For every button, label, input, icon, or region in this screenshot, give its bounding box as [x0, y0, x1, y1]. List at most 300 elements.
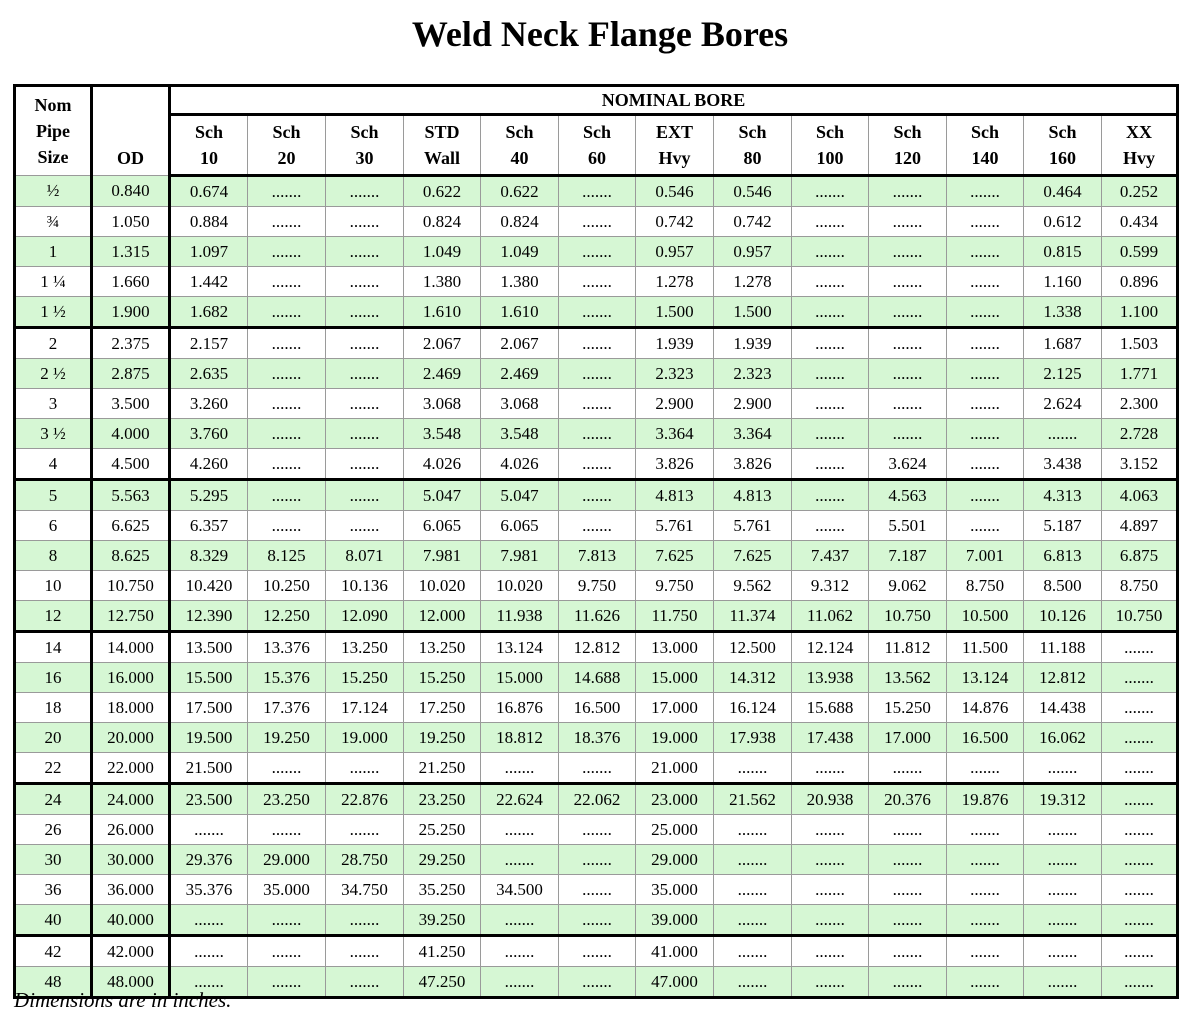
bore-cell: 11.500	[947, 632, 1024, 663]
table-row	[15, 845, 1178, 875]
bore-cell: 4.563	[869, 480, 947, 511]
bore-cell: 2.635	[170, 359, 248, 389]
bore-cell: .......	[947, 359, 1024, 389]
bore-cell: .......	[1024, 753, 1102, 784]
bore-cell: .......	[714, 936, 792, 967]
nom-pipe-size-cell: 12	[15, 601, 92, 632]
bore-cell: 7.001	[947, 541, 1024, 571]
bore-cell: 0.957	[636, 237, 714, 267]
bore-cell: .......	[248, 905, 326, 936]
header-col-line: 30	[355, 148, 374, 168]
od-cell: 1.050	[92, 207, 170, 237]
bore-cell: 4.813	[714, 480, 792, 511]
bore-cell: 1.097	[170, 237, 248, 267]
bore-cell: 9.312	[792, 571, 869, 601]
bore-cell: 8.750	[1102, 571, 1178, 601]
bore-cell: .......	[792, 419, 869, 449]
bore-cell: .......	[947, 936, 1024, 967]
bore-cell: .......	[869, 207, 947, 237]
od-cell: 1.900	[92, 297, 170, 328]
bore-cell: .......	[792, 905, 869, 936]
bore-cell: .......	[559, 967, 636, 998]
nom-pipe-size-cell: 16	[15, 663, 92, 693]
bore-cell: 8.329	[170, 541, 248, 571]
bore-cell: 2.067	[404, 328, 481, 359]
bore-cell: .......	[947, 753, 1024, 784]
bore-cell: 17.500	[170, 693, 248, 723]
bore-cell: 11.750	[636, 601, 714, 632]
bore-cell: 1.442	[170, 267, 248, 297]
bore-cell: .......	[1102, 723, 1178, 753]
bore-cell: 25.250	[404, 815, 481, 845]
header-col-5	[559, 115, 636, 176]
table-row	[15, 389, 1178, 419]
header-nominal-bore: NOMINAL BORE	[170, 86, 1178, 115]
bore-cell: .......	[947, 875, 1024, 905]
table-row	[15, 449, 1178, 480]
od-cell: 30.000	[92, 845, 170, 875]
bore-cell: 11.938	[481, 601, 559, 632]
bore-cell: 1.380	[404, 267, 481, 297]
od-cell: 5.563	[92, 480, 170, 511]
bore-cell: 7.981	[481, 541, 559, 571]
bore-cell: 1.278	[636, 267, 714, 297]
od-cell: 36.000	[92, 875, 170, 905]
bore-cell: 13.124	[947, 663, 1024, 693]
bore-cell: 3.826	[636, 449, 714, 480]
bore-cell: 9.750	[636, 571, 714, 601]
bore-cell: .......	[869, 815, 947, 845]
bore-cell: .......	[559, 936, 636, 967]
bore-cell: 2.300	[1102, 389, 1178, 419]
header-col-line: Sch	[505, 122, 534, 142]
nom-pipe-size-cell: ½	[15, 176, 92, 207]
bore-cell: 0.622	[481, 176, 559, 207]
bore-cell: 0.884	[170, 207, 248, 237]
bore-cell: 41.250	[404, 936, 481, 967]
bore-cell: 1.610	[481, 297, 559, 328]
od-cell: 24.000	[92, 784, 170, 815]
flange-bore-table	[13, 84, 1179, 999]
nom-pipe-size-cell: 36	[15, 875, 92, 905]
bore-cell: 12.812	[559, 632, 636, 663]
bore-cell: .......	[869, 936, 947, 967]
bore-cell: .......	[559, 176, 636, 207]
bore-cell: .......	[559, 905, 636, 936]
bore-cell: 10.750	[869, 601, 947, 632]
od-cell: 10.750	[92, 571, 170, 601]
bore-cell: .......	[947, 176, 1024, 207]
header-col-line: 140	[971, 148, 999, 168]
bore-cell: 35.250	[404, 875, 481, 905]
header-col-line: Hvy	[658, 148, 691, 168]
header-col-6	[636, 115, 714, 176]
bore-cell: 23.500	[170, 784, 248, 815]
bore-cell: 4.026	[481, 449, 559, 480]
bore-cell: 41.000	[636, 936, 714, 967]
bore-cell: .......	[1024, 815, 1102, 845]
bore-cell: 22.624	[481, 784, 559, 815]
header-col-line: Sch	[350, 122, 379, 142]
od-cell: 3.500	[92, 389, 170, 419]
bore-cell: .......	[947, 967, 1024, 998]
nom-pipe-size-cell: 30	[15, 845, 92, 875]
bore-cell: .......	[1102, 663, 1178, 693]
od-cell: 14.000	[92, 632, 170, 663]
bore-cell: .......	[248, 815, 326, 845]
bore-cell: 11.374	[714, 601, 792, 632]
bore-cell: 12.390	[170, 601, 248, 632]
od-cell: 1.660	[92, 267, 170, 297]
bore-cell: 19.500	[170, 723, 248, 753]
nom-pipe-size-cell: 22	[15, 753, 92, 784]
nom-pipe-size-cell: 24	[15, 784, 92, 815]
bore-cell: .......	[326, 359, 404, 389]
bore-cell: 34.500	[481, 875, 559, 905]
bore-cell: 4.026	[404, 449, 481, 480]
header-col-line: Sch	[970, 122, 999, 142]
bore-cell: .......	[869, 297, 947, 328]
bore-cell: .......	[1102, 875, 1178, 905]
header-col-line: Sch	[893, 122, 922, 142]
table-row	[15, 419, 1178, 449]
bore-cell: .......	[792, 297, 869, 328]
bore-cell: 9.562	[714, 571, 792, 601]
header-col-line: Sch	[194, 122, 223, 142]
bore-cell: .......	[1024, 875, 1102, 905]
bore-cell: 39.250	[404, 905, 481, 936]
bore-cell: 1.503	[1102, 328, 1178, 359]
bore-cell: 19.876	[947, 784, 1024, 815]
bore-cell: 0.824	[404, 207, 481, 237]
bore-cell: 9.062	[869, 571, 947, 601]
bore-cell: .......	[947, 267, 1024, 297]
nom-pipe-size-cell: 10	[15, 571, 92, 601]
bore-cell: .......	[714, 905, 792, 936]
bore-cell: 29.376	[170, 845, 248, 875]
bore-cell: .......	[248, 480, 326, 511]
nom-pipe-size-cell: 20	[15, 723, 92, 753]
header-col-11	[1024, 115, 1102, 176]
bore-cell: 0.252	[1102, 176, 1178, 207]
table-row	[15, 480, 1178, 511]
od-cell: 2.375	[92, 328, 170, 359]
bore-cell: 0.957	[714, 237, 792, 267]
bore-cell: 0.622	[404, 176, 481, 207]
bore-cell: .......	[792, 237, 869, 267]
bore-cell: .......	[326, 207, 404, 237]
bore-cell: 2.067	[481, 328, 559, 359]
nom-pipe-size-cell: 26	[15, 815, 92, 845]
nom-pipe-size-cell: 18	[15, 693, 92, 723]
bore-cell: 0.742	[714, 207, 792, 237]
bore-cell: 13.000	[636, 632, 714, 663]
bore-cell: 13.500	[170, 632, 248, 663]
bore-cell: .......	[792, 967, 869, 998]
bore-cell: 39.000	[636, 905, 714, 936]
bore-cell: 2.469	[481, 359, 559, 389]
bore-cell: 0.464	[1024, 176, 1102, 207]
od-cell: 2.875	[92, 359, 170, 389]
bore-cell: .......	[559, 419, 636, 449]
bore-cell: .......	[248, 753, 326, 784]
bore-cell: 13.250	[404, 632, 481, 663]
bore-cell: 2.323	[636, 359, 714, 389]
bore-cell: .......	[792, 875, 869, 905]
bore-cell: 19.250	[404, 723, 481, 753]
bore-cell: 12.250	[248, 601, 326, 632]
bore-cell: .......	[1102, 784, 1178, 815]
bore-cell: 16.876	[481, 693, 559, 723]
bore-cell: 0.612	[1024, 207, 1102, 237]
bore-cell: 15.250	[869, 693, 947, 723]
od-cell: 1.315	[92, 237, 170, 267]
bore-cell: 7.437	[792, 541, 869, 571]
bore-cell: 14.312	[714, 663, 792, 693]
bore-cell: .......	[248, 936, 326, 967]
nom-pipe-size-cell: 48	[15, 967, 92, 998]
nom-pipe-size-cell: 2	[15, 328, 92, 359]
nom-pipe-size-cell: 2 ½	[15, 359, 92, 389]
bore-cell: .......	[792, 267, 869, 297]
bore-cell: 16.124	[714, 693, 792, 723]
bore-cell: 17.124	[326, 693, 404, 723]
header-col-line: 10	[200, 148, 218, 168]
bore-cell: 15.250	[404, 663, 481, 693]
bore-cell: .......	[559, 480, 636, 511]
table-row	[15, 297, 1178, 328]
bore-cell: 6.875	[1102, 541, 1178, 571]
header-col-1	[248, 115, 326, 176]
bore-cell: 11.626	[559, 601, 636, 632]
bore-cell: 17.250	[404, 693, 481, 723]
bore-cell: .......	[481, 815, 559, 845]
table-row	[15, 815, 1178, 845]
table-row	[15, 328, 1178, 359]
bore-cell: 2.125	[1024, 359, 1102, 389]
bore-cell: .......	[869, 267, 947, 297]
bore-cell: .......	[947, 297, 1024, 328]
bore-cell: .......	[481, 967, 559, 998]
od-cell: 18.000	[92, 693, 170, 723]
bore-cell: .......	[248, 449, 326, 480]
bore-cell: 1.049	[404, 237, 481, 267]
bore-cell: .......	[792, 936, 869, 967]
bore-cell: .......	[947, 237, 1024, 267]
bore-cell: 34.750	[326, 875, 404, 905]
bore-cell: .......	[792, 359, 869, 389]
bore-cell: .......	[559, 389, 636, 419]
bore-cell: 22.062	[559, 784, 636, 815]
bore-cell: 1.610	[404, 297, 481, 328]
bore-cell: 14.438	[1024, 693, 1102, 723]
bore-cell: 1.500	[636, 297, 714, 328]
nom-pipe-size-cell: ¾	[15, 207, 92, 237]
bore-cell: .......	[326, 753, 404, 784]
bore-cell: 35.376	[170, 875, 248, 905]
bore-cell: 3.624	[869, 449, 947, 480]
bore-cell: 10.500	[947, 601, 1024, 632]
bore-cell: 11.062	[792, 601, 869, 632]
bore-cell: 3.260	[170, 389, 248, 419]
table-row	[15, 753, 1178, 784]
bore-cell: 11.188	[1024, 632, 1102, 663]
bore-cell: .......	[714, 815, 792, 845]
bore-cell: 15.000	[481, 663, 559, 693]
bore-cell: .......	[326, 480, 404, 511]
bore-cell: 4.260	[170, 449, 248, 480]
nom-pipe-size-cell: 1	[15, 237, 92, 267]
bore-cell: .......	[869, 875, 947, 905]
bore-cell: 15.376	[248, 663, 326, 693]
bore-cell: .......	[792, 176, 869, 207]
bore-cell: 20.376	[869, 784, 947, 815]
bore-cell: 17.376	[248, 693, 326, 723]
bore-cell: 8.500	[1024, 571, 1102, 601]
bore-cell: 2.900	[636, 389, 714, 419]
bore-cell: 7.187	[869, 541, 947, 571]
od-cell: 4.000	[92, 419, 170, 449]
bore-cell: .......	[1102, 905, 1178, 936]
bore-cell: 2.728	[1102, 419, 1178, 449]
table-row	[15, 663, 1178, 693]
bore-cell: 4.813	[636, 480, 714, 511]
bore-cell: 3.068	[481, 389, 559, 419]
header-col-line: 120	[894, 148, 921, 168]
table-row	[15, 632, 1178, 663]
page-title: Weld Neck Flange Bores	[411, 14, 789, 54]
bore-cell: 5.047	[481, 480, 559, 511]
header-nom-pipe-size	[15, 86, 92, 176]
header-col-line: Sch	[582, 122, 611, 142]
bore-cell: 10.420	[170, 571, 248, 601]
nom-pipe-size-cell: 4	[15, 449, 92, 480]
bore-cell: .......	[714, 845, 792, 875]
bore-cell: .......	[1102, 845, 1178, 875]
bore-cell: 17.438	[792, 723, 869, 753]
bore-cell: .......	[714, 967, 792, 998]
bore-cell: .......	[559, 297, 636, 328]
bore-cell: 12.000	[404, 601, 481, 632]
bore-cell: .......	[947, 207, 1024, 237]
bore-cell: .......	[792, 449, 869, 480]
table-row	[15, 176, 1178, 207]
bore-cell: .......	[1102, 815, 1178, 845]
bore-cell: .......	[947, 845, 1024, 875]
bore-cell: .......	[947, 905, 1024, 936]
od-cell: 4.500	[92, 449, 170, 480]
bore-cell: .......	[326, 419, 404, 449]
header-col-line: 160	[1049, 148, 1076, 168]
header-col-line: Wall	[423, 148, 460, 168]
bore-cell: 47.000	[636, 967, 714, 998]
bore-cell: .......	[869, 753, 947, 784]
bore-cell: 21.000	[636, 753, 714, 784]
table-row	[15, 875, 1178, 905]
bore-cell: 7.813	[559, 541, 636, 571]
bore-cell: 16.500	[947, 723, 1024, 753]
header-col-3	[404, 115, 481, 176]
bore-cell: 1.771	[1102, 359, 1178, 389]
bore-cell: 10.136	[326, 571, 404, 601]
bore-cell: .......	[559, 845, 636, 875]
bore-cell: .......	[326, 297, 404, 328]
header-col-line: Sch	[815, 122, 844, 142]
bore-cell: 1.939	[636, 328, 714, 359]
bore-cell: .......	[248, 237, 326, 267]
nom-pipe-size-cell: 5	[15, 480, 92, 511]
bore-cell: 3.548	[481, 419, 559, 449]
header-col-8	[792, 115, 869, 176]
bore-cell: 8.125	[248, 541, 326, 571]
bore-cell: .......	[792, 511, 869, 541]
bore-cell: 5.501	[869, 511, 947, 541]
bore-cell: 7.981	[404, 541, 481, 571]
bore-cell: 12.500	[714, 632, 792, 663]
bore-cell: .......	[792, 480, 869, 511]
bore-cell: 0.599	[1102, 237, 1178, 267]
bore-cell: .......	[947, 815, 1024, 845]
bore-cell: .......	[170, 905, 248, 936]
bore-cell: .......	[869, 389, 947, 419]
header-col-line: STD	[424, 122, 460, 142]
bore-cell: .......	[248, 359, 326, 389]
bore-cell: 3.364	[714, 419, 792, 449]
footnote: Dimensions are in inches.	[14, 988, 232, 1012]
bore-cell: .......	[869, 967, 947, 998]
bore-cell: .......	[869, 905, 947, 936]
bore-cell: .......	[792, 845, 869, 875]
bore-cell: 17.000	[636, 693, 714, 723]
bore-cell: .......	[947, 389, 1024, 419]
bore-cell: 2.624	[1024, 389, 1102, 419]
bore-cell: 13.124	[481, 632, 559, 663]
table-row	[15, 359, 1178, 389]
bore-cell: .......	[1024, 967, 1102, 998]
table-row	[15, 237, 1178, 267]
bore-cell: 3.548	[404, 419, 481, 449]
bore-cell: 2.157	[170, 328, 248, 359]
header-nom-line: Nom	[34, 95, 72, 115]
bore-cell: 13.562	[869, 663, 947, 693]
bore-cell: 23.250	[248, 784, 326, 815]
header-col-line: 80	[743, 148, 762, 168]
bore-cell: .......	[559, 237, 636, 267]
table-row	[15, 693, 1178, 723]
bore-cell: 29.000	[636, 845, 714, 875]
nom-pipe-size-cell: 8	[15, 541, 92, 571]
bore-cell: .......	[869, 359, 947, 389]
bore-cell: 6.065	[481, 511, 559, 541]
bore-cell: .......	[248, 967, 326, 998]
bore-cell: .......	[559, 511, 636, 541]
bore-cell: 1.049	[481, 237, 559, 267]
bore-cell: 20.938	[792, 784, 869, 815]
header-col-line: 60	[588, 148, 606, 168]
bore-cell: 1.682	[170, 297, 248, 328]
bore-cell: .......	[326, 967, 404, 998]
bore-cell: 14.876	[947, 693, 1024, 723]
nom-pipe-size-cell: 42	[15, 936, 92, 967]
bore-cell: 11.812	[869, 632, 947, 663]
header-col-9	[869, 115, 947, 176]
bore-cell: 23.250	[404, 784, 481, 815]
bore-cell: 28.750	[326, 845, 404, 875]
bore-cell: 1.100	[1102, 297, 1178, 328]
bore-cell: .......	[248, 297, 326, 328]
bore-cell: 4.313	[1024, 480, 1102, 511]
bore-cell: .......	[714, 875, 792, 905]
